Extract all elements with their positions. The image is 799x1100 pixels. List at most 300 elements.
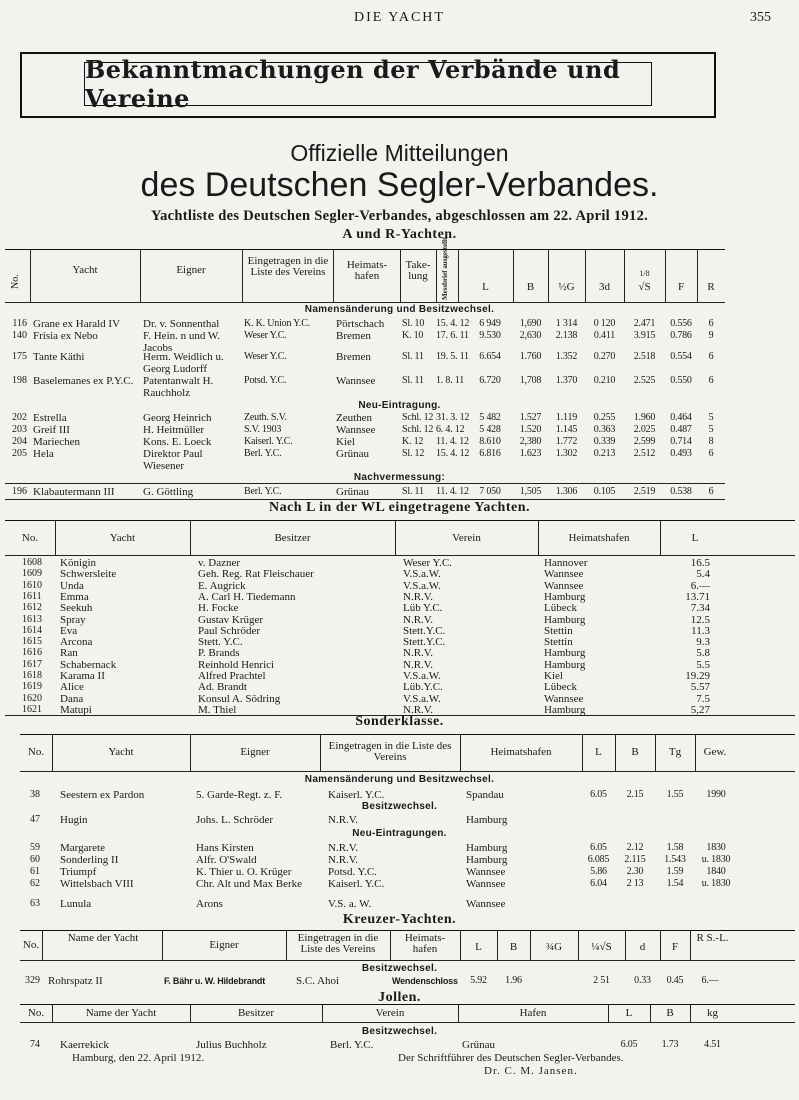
column-divider [333,250,334,302]
value-L: 6.05 [590,789,607,800]
home-port: Wannsee [466,898,506,910]
value-vs: 2.599 [633,436,656,447]
value-vs: 2.512 [633,448,656,459]
home-port: Grünau [336,448,369,460]
club-name: Berl. Y.C. [330,1039,374,1051]
measurement-date: 11. 4. 12 [436,436,469,447]
rule-line [5,555,795,556]
value-L: 5.57 [690,681,710,694]
row-number: 60 [30,854,40,865]
row-number: 74 [30,1039,40,1050]
header-B: B [631,746,639,758]
yacht-name: Triumpf [60,866,97,878]
value-L: 11.3 [691,624,710,637]
owner-name: Arons [196,898,223,910]
club-name: Kaiserl. Y.C. [328,878,385,890]
section-kreuzer-heading: Kreuzer-Yachten. [342,912,457,927]
value-R: 5 [708,424,714,435]
column-divider [320,735,321,771]
rig-type: K. 10 [402,330,424,341]
row-number: 1609 [22,568,42,580]
measurement-date: 17. 6. 11 [436,330,469,341]
measurement-date: 19. 5. 11 [436,351,469,362]
value-Tg: 1.58 [666,842,684,853]
club-name: N.R.V. [403,658,434,671]
value-L: 6.05 [620,1039,638,1050]
section-sonder-heading: Sonderklasse. [355,714,444,729]
header-yacht: Yacht [72,264,98,276]
header-heimatshafen: Heimatshafen [568,532,630,544]
rig-type: Sl. 11 [402,375,424,386]
value-L: 19.29 [685,670,710,682]
rule-line [5,520,795,521]
value-R: 6.— [701,975,719,986]
owner-name: F. Hein. n und W. Jacobs [143,330,221,354]
header-half-G: ½G [558,281,575,293]
row-number: 1620 [22,692,42,704]
header-heimatshafen: Heimats-hafen [346,259,388,282]
owner-name: Julius Buchholz [196,1039,267,1051]
header-F: F [671,941,679,953]
owner-name: Paul Schröder [198,624,261,637]
yacht-name: Seestern ex Pardon [60,789,145,801]
header-eigner: Eigner [209,939,239,951]
owner-name: Dr. v. Sonnenthal [143,318,220,330]
value-L: 6.05 [590,842,607,853]
measurement-date: 1. 8. 11 [436,375,465,386]
column-divider [390,931,391,960]
yacht-name: Rohrspatz II [48,975,103,987]
value-B: 2 13 [626,878,644,889]
club-name: V.S. a. W. [328,898,372,910]
value-half-G: 1 314 [555,318,578,329]
value-half-G: 1.145 [555,424,578,435]
journal-title: DIE YACHT [354,10,445,25]
column-divider [42,931,43,960]
row-number: 38 [30,789,40,800]
row-number: 140 [12,330,27,341]
measurement-date: 6. 4. 12 [436,424,465,435]
header-R: R [707,281,715,293]
yacht-name: Hela [33,448,54,460]
yacht-name: Greif III [33,424,70,436]
value-vs: 2.519 [633,486,656,497]
yacht-name: Baselemanes ex P.Y.C. [33,375,134,387]
footer-signature: Dr. C. M. Jansen. [484,1065,578,1077]
home-port: Hamburg [544,613,586,626]
value-Tg: 1.543 [664,854,686,865]
column-divider [242,250,243,302]
value-R: 5 [708,412,714,423]
owner-name: Hans Kirsten [196,842,254,854]
value-Gew: 1830 [706,842,726,853]
row-number: 62 [30,878,40,889]
header-heimatshafen: Heimats-hafen [404,932,446,955]
value-F: 0.464 [670,412,692,423]
owner-name: Chr. Alt und Max Berke [196,878,303,890]
value-Gew: u. 1830 [701,878,731,889]
home-port: Hamburg [544,703,586,716]
row-number: 175 [12,351,27,362]
value-L: 5.4 [696,568,710,581]
rig-type: Sl. 11 [402,351,424,362]
header-eingetragen: Eingetragen in die Liste des Vereins [328,740,452,763]
home-port: Stettin [544,624,573,637]
value-L: 6.816 [479,448,501,459]
rule-line [5,302,725,303]
row-number: 61 [30,866,40,877]
header-G: ¾G [545,941,563,953]
club-name: S.C. Ahoi [296,975,340,987]
running-header [0,10,799,30]
owner-name: G. Göttling [143,486,194,498]
header-B: B [526,281,535,293]
home-port: Wendenschloss [392,976,458,986]
header-heimatshafen: Heimatshafen [490,746,552,758]
yacht-name: Wittelsbach VIII [60,878,134,890]
value-3d: 0.363 [593,424,616,435]
home-port: Wannsee [336,375,376,387]
club-name: Kaiserl. Y.C. [328,789,385,801]
value-L: 7.5 [696,692,710,705]
yacht-name: Karama II [60,670,105,682]
yacht-name: Klabautermann III [33,486,115,498]
header-name: Name der Yacht [67,932,139,944]
value-L: 7 050 [479,486,501,497]
column-divider [697,250,698,302]
club-name: Weser Y.C. [403,557,452,569]
row-number: 202 [12,412,27,423]
home-port: Hamburg [544,647,586,660]
section-jollen-heading: Jollen. [378,990,421,1005]
row-number: 1613 [22,613,42,625]
value-Tg: 1.55 [666,789,684,800]
home-port: Wannsee [466,878,506,890]
header-no: No. [22,939,40,951]
club-name: Berl. Y.C. [244,448,282,459]
club-name: V.S.a.W. [403,579,441,592]
owner-name: Kons. E. Loeck [143,436,212,448]
value-L: 5.5 [696,658,710,671]
value-F: 0.786 [670,330,692,341]
value-F: 0.493 [670,448,692,459]
banner-heading: Bekanntmachungen der Verbände und Vereine [85,55,621,113]
row-number: 1615 [22,636,42,648]
header-yacht: Yacht [109,532,136,544]
section-wl-heading: Nach L in der WL eingetragene Yachten. [268,500,531,515]
value-Tg: 1.54 [666,878,684,889]
measurement-date: 15. 4. 12 [436,318,470,329]
club-name: Zeuth. S.V. [244,412,287,423]
header-name: Name der Yacht [85,1007,157,1019]
club-name: V.S.a.W. [403,692,441,705]
header-eigner: Eigner [240,746,270,758]
value-vs: 2.518 [633,351,656,362]
club-name: Stett.Y.C. [403,636,446,649]
club-name: V.S.a.W. [403,568,441,581]
header-yacht: Yacht [108,746,134,758]
club-name: N.R.V. [403,590,434,603]
value-vs: 3.915 [633,330,656,341]
column-divider [140,250,141,302]
value-L: 5.86 [590,866,607,877]
row-number: 47 [30,814,40,825]
value-B: 2.15 [626,789,644,800]
row-number: 204 [12,436,27,447]
yacht-name: Unda [60,579,84,592]
yacht-name: Margarete [60,842,105,854]
header-kg: kg [707,1007,718,1019]
home-port: Wannsee [544,579,584,592]
rig-type: Schl. 12 [402,424,434,435]
home-port: Spandau [466,789,504,801]
value-kg: 4.51 [704,1039,721,1050]
column-divider [458,250,459,302]
owner-name: v. Dazner [198,557,241,569]
owner-name: Patentanwalt H. Rauchholz [143,375,214,399]
header-messbrief: Messbrief ausgestellt [441,237,449,300]
home-port: Bremen [336,330,371,342]
value-3d: 0.411 [593,330,616,341]
yacht-name: Dana [60,692,84,705]
club-name: Weser Y.C. [244,330,287,341]
value-F: 0.538 [670,486,692,497]
value-3d: 0.210 [593,375,616,386]
header-besitzer: Besitzer [274,532,311,544]
header-no: No. [21,532,39,544]
header-L: L [482,281,489,293]
club-name: Potsd. Y.C. [328,866,377,878]
value-B: 1,708 [519,375,542,386]
value-Gew: 1840 [706,866,726,877]
title-line-2: des Deutschen Segler-Verbandes. [140,166,659,204]
value-R: 6 [708,448,714,459]
header-L: L [595,746,602,758]
group-caption: Besitzwechsel. [361,801,438,812]
yacht-name: Matupi [60,703,92,716]
column-divider [585,250,586,302]
home-port: Hamburg [544,658,586,671]
club-name: K. K. Union Y.C. [244,318,310,329]
header-besitzer: Besitzer [237,1007,275,1019]
owner-name: Geh. Reg. Rat Fleischauer [198,568,314,581]
yacht-name: Ran [60,647,78,660]
yacht-name: Alice [60,681,84,694]
club-name: Stett.Y.C. [403,624,446,637]
value-Tg: 1.59 [666,866,684,877]
value-B: 1.520 [519,424,542,435]
value-F: 0.45 [666,975,684,986]
home-port: Hamburg [466,854,508,866]
title-line-1: Offizielle Mitteilungen [290,140,509,166]
owner-name: Stett. Y.C. [198,636,243,649]
row-number: 329 [25,975,40,986]
header-L: L [475,941,482,953]
value-vs: 2.471 [633,318,656,329]
row-number: 203 [12,424,27,435]
value-B: 2.115 [624,854,646,865]
yacht-name: Estrella [33,412,67,424]
value-R: 6 [708,351,714,362]
list-subtitle: Yachtliste des Deutschen Segler-Verbandes, abgeschlossen am 22. April 1912. [150,208,649,224]
owner-name: A. Carl H. Tiedemann [198,590,296,603]
row-number: 205 [12,448,27,459]
header-F: F [677,281,685,293]
row-number: 1621 [22,703,42,715]
rule-line [20,930,795,931]
value-B: 1,690 [519,318,542,329]
header-verein: Verein [452,532,481,544]
owner-name: Alfred Prachtel [198,670,266,682]
value-R: 9 [708,330,714,341]
home-port: Wannsee [544,692,584,705]
home-port: Stettin [544,636,573,649]
rig-type: K. 12 [402,436,424,447]
owner-name: Konsul A. Södring [198,692,281,705]
value-B: 2.30 [626,866,644,877]
header-vs: √S [638,281,651,293]
value-half-G: 1.119 [555,412,578,423]
home-port: Pörtschach [336,318,385,330]
header-L: L [691,532,699,544]
owner-name: Herm. Weidlich u. Georg Ludorff [143,351,224,375]
row-number: 1617 [22,658,42,670]
value-F: 0.556 [670,318,692,329]
yacht-name: Arcona [60,636,93,649]
banner-frame [20,52,716,118]
group-caption: Besitzwechsel. [361,963,438,974]
group-caption: Neu-Eintragung. [358,400,441,411]
owner-name: H. Heitmüller [143,424,205,436]
row-number: 1608 [22,557,42,568]
row-number: 1610 [22,579,42,591]
club-name: Potsd. Y.C. [244,375,287,386]
banner-inner-frame [84,55,652,113]
owner-name: Reinhold Henrici [198,658,275,671]
value-half-G: 1.302 [555,448,578,459]
row-number: 196 [12,486,27,497]
yacht-name: Grane ex Harald IV [33,318,121,330]
measurement-date: 31. 3. 12 [436,412,470,423]
yacht-name: Mariechen [33,436,81,448]
row-number: 63 [30,898,40,909]
club-name: V.S.a.W. [403,670,441,682]
header-hafen: Hafen [519,1007,547,1019]
value-B: 2,380 [519,436,542,447]
value-L: 6 949 [479,318,501,329]
owner-name: H. Focke [198,602,239,615]
rig-type: Sl. 12 [402,448,425,459]
header-no: No. [10,274,21,289]
club-name: N.R.V. [328,842,359,854]
measurement-date: 11. 4. 12 [436,486,469,497]
header-eingetragen: Eingetragen in die Liste des Vereins [247,255,329,278]
value-F: 0.714 [670,436,692,447]
yacht-name: Sonderling II [60,854,119,866]
yacht-name: Emma [60,590,89,603]
owner-name: M. Thiel [198,703,237,716]
club-name: S.V. 1903 [244,424,282,435]
value-d: 0.33 [634,975,651,986]
value-L: 5 482 [479,412,501,423]
owner-name: Johs. L. Schröder [196,814,273,826]
club-name: Weser Y.C. [244,351,287,362]
group-caption: Namensänderung und Besitzwechsel. [304,774,495,785]
club-name: N.R.V. [403,647,434,660]
header-vs: ¼√S [591,941,612,953]
value-B: 1,505 [519,486,542,497]
owner-name: Direktor Paul Wiesener [143,448,203,472]
header-no: No. [27,746,45,758]
row-number: 59 [30,842,40,853]
value-vs: 1.960 [633,412,656,423]
value-B: 2,630 [519,330,542,341]
value-F: 0.487 [670,424,692,435]
group-caption: Nachvermessung: [353,472,446,483]
home-port: Wannsee [336,424,376,436]
club-name: N.R.V. [328,854,359,866]
header-Gew: Gew. [703,746,727,758]
header-d: d [639,941,646,953]
column-divider [30,250,31,302]
column-divider [286,931,287,960]
home-port: Wannsee [466,866,506,878]
value-B: 1.760 [519,351,542,362]
owner-name: Alfr. O'Swald [196,854,257,866]
value-B: 1.623 [519,448,542,459]
row-number: 116 [12,318,27,329]
value-L: 12.5 [690,613,710,626]
value-L: 6.720 [479,375,501,386]
row-number: 1619 [22,681,42,693]
rule-line [20,1004,795,1005]
column-divider [548,250,549,302]
group-caption: Neu-Eintragungen. [352,828,447,839]
rule-line [20,960,795,961]
value-L: 6.04 [590,878,607,889]
value-3d: 0 120 [593,318,616,329]
home-port: Wannsee [544,568,584,581]
owner-name: E. Augrick [198,579,246,592]
value-L: 13.71 [685,590,710,603]
value-half-G: 1.772 [555,436,578,447]
home-port: Grünau [336,486,369,498]
value-L: 9.3 [696,636,710,649]
home-port: Lübeck [544,681,577,694]
rule-line [5,483,725,484]
value-L: 6.— [690,579,710,592]
header-B: B [666,1007,674,1019]
header-L: L [625,1007,633,1019]
home-port: Grünau [462,1039,495,1051]
rig-type: Sl. 11 [402,486,424,497]
value-3d: 0.270 [593,351,616,362]
header-B: B [509,941,518,953]
club-name: N.R.V. [403,703,434,716]
value-R: 6 [708,486,714,497]
home-port: Zeuthen [336,412,373,424]
club-name: Berl. Y.C. [244,486,282,497]
header-vs-fraction: 1/8 [639,269,650,278]
yacht-name: Eva [60,624,78,637]
footer-place-date: Hamburg, den 22. April 1912. [72,1052,205,1064]
home-port: Hamburg [466,842,508,854]
header-3d: 3d [599,281,610,293]
club-name: Lüb.Y.C. [403,681,443,694]
header-takelung: Take-lung [405,259,431,282]
home-port: Bremen [336,351,371,363]
value-L: 5.8 [696,647,710,660]
